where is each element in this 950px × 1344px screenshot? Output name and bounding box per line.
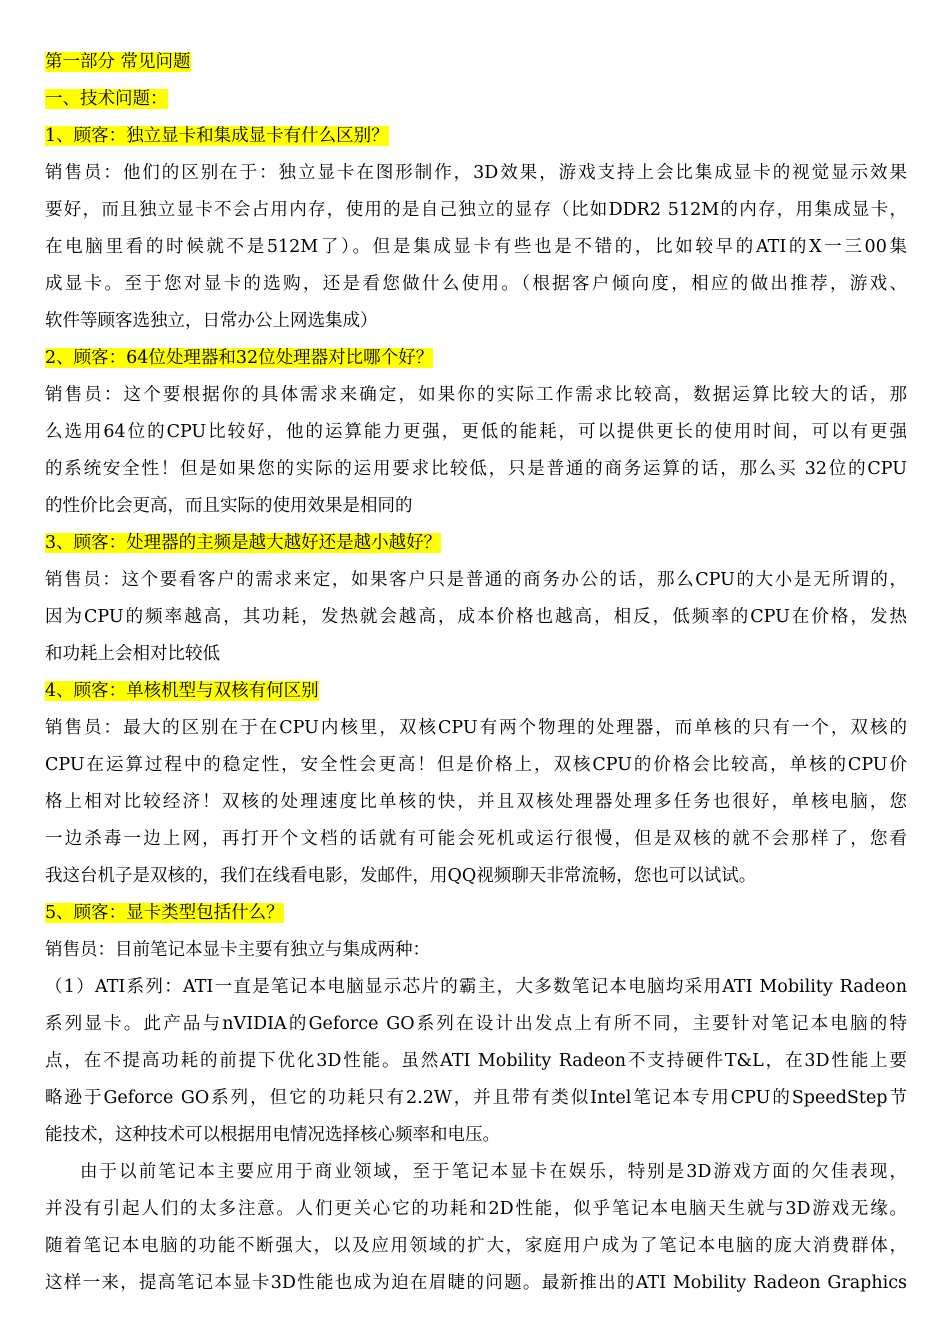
answer-4-line-5: 我这台机子是双核的，我们在线看电影，发邮件，用QQ视频聊天非常流畅，您也可以试试。: [45, 866, 757, 886]
part-title-line: [45, 44, 907, 81]
answer-5-line-6: 能技术，这种技术可以根据用电情况选择核心频率和电压。: [45, 1125, 500, 1145]
answer-1-line-3: 在电脑里看的时候就不是512M了）。但是集成显卡有些也是不错的，比如较早的ATI的X一三00集: [45, 237, 907, 257]
section-title: 一、技术问题：: [45, 89, 168, 109]
answer-3-line-2: 因为CPU的频率越高，其功耗，发热就会越高，成本价格也越高，相反，低频率的CPU在价格，发热: [45, 607, 907, 627]
question-1: 1、顾客：独立显卡和集成显卡有什么区别？: [45, 126, 389, 146]
question-3-line: [45, 525, 907, 562]
part-title: 第一部分 常见问题: [45, 52, 191, 72]
question-5: 5、顾客：显卡类型包括什么？: [45, 903, 284, 923]
answer-5-line-4: 点，在不提高功耗的前提下优化3D性能。虽然ATI Mobility Radeon不支持硬件T&L，在3D性能上要: [45, 1051, 907, 1071]
question-5-line: [45, 895, 907, 932]
question-4-line: [45, 673, 907, 710]
paragraph-line-2: 并没有引起人们的太多注意。人们更关心它的功耗和2D性能，似乎笔记本电脑天生就与3D游戏无缘。: [45, 1199, 907, 1219]
answer-1-line-4: 成显卡。至于您对显卡的选购，还是看您做什么使用。（根据客户倾向度，相应的做出推荐，游戏、: [45, 274, 907, 294]
document-page: [45, 44, 907, 1302]
answer-3-line-1: 销售员：这个要看客户的需求来定，如果客户只是普通的商务办公的话，那么CPU的大小是无所谓的，: [45, 570, 907, 590]
answer-5-line-2: （1）ATI系列：ATI一直是笔记本电脑显示芯片的霸主，大多数笔记本电脑均采用ATI Mobility Radeon: [45, 977, 907, 997]
answer-4-line-3: 格上相对比较经济！双核的处理速度比单核的快，并且双核处理器处理多任务也很好，单核电脑，您: [45, 792, 907, 812]
answer-5-line-5: 略逊于Geforce GO系列，但它的功耗只有2.2W，并且带有类似Intel笔记本专用CPU的SpeedStep节: [45, 1088, 907, 1108]
answer-1-line-5: 软件等顾客选独立，日常办公上网选集成）: [45, 311, 378, 331]
paragraph-line-3: 随着笔记本电脑的功能不断强大，以及应用领域的扩大，家庭用户成为了笔记本电脑的庞大消费群体，: [45, 1236, 907, 1256]
answer-2-line-4: 的性价比会更高，而且实际的使用效果是相同的: [45, 496, 413, 516]
answer-5-line-3: 系列显卡。此产品与nVIDIA的Geforce GO系列在设计出发点上有所不同，主要针对笔记本电脑的特: [45, 1014, 907, 1034]
answer-5-line-1: 销售员：目前笔记本显卡主要有独立与集成两种：: [45, 940, 430, 960]
question-4: 4、顾客：单核机型与双核有何区别: [45, 681, 319, 701]
answer-2-line-1: 销售员：这个要根据你的具体需求来确定，如果你的实际工作需求比较高，数据运算比较大的话，那: [45, 385, 907, 405]
answer-3-line-3: 和功耗上会相对比较低: [45, 644, 220, 664]
answer-4-line-1: 销售员：最大的区别在于在CPU内核里，双核CPU有两个物理的处理器，而单核的只有一个，双核的: [45, 718, 907, 738]
question-3: 3、顾客：处理器的主频是越大越好还是越小越好？: [45, 533, 442, 553]
question-2: 2、顾客：64位处理器和32位处理器对比哪个好？: [45, 348, 434, 368]
section-title-line: [45, 81, 907, 118]
paragraph-line-4: 这样一来，提高笔记本显卡3D性能也成为迫在眉睫的问题。最新推出的ATI Mobility Radeon Graphics: [45, 1273, 907, 1293]
paragraph-line-1: 由于以前笔记本主要应用于商业领域，至于笔记本显卡在娱乐，特别是3D游戏方面的欠佳表现，: [80, 1162, 907, 1182]
answer-2-line-2: 么选用64位的CPU比较好，他的运算能力更强，更低的能耗，可以提供更长的使用时间，可以有更强: [45, 422, 907, 442]
question-1-line: [45, 118, 907, 155]
answer-1-line-1: 销售员：他们的区别在于：独立显卡在图形制作，3D效果，游戏支持上会比集成显卡的视觉显示效果: [45, 163, 907, 183]
answer-2-line-3: 的系统安全性！但是如果您的实际的运用要求比较低，只是普通的商务运算的话，那么买 32位的CPU: [45, 459, 907, 479]
question-2-line: [45, 340, 907, 377]
answer-4-line-2: CPU在运算过程中的稳定性，安全性会更高！但是价格上，双核CPU的价格会比较高，单核的CPU价: [45, 755, 907, 775]
answer-1-line-2: 要好，而且独立显卡不会占用内存，使用的是自己独立的显存（比如DDR2 512M的内存，用集成显卡，: [45, 200, 907, 220]
answer-4-line-4: 一边杀毒一边上网，再打开个文档的话就有可能会死机或运行很慢，但是双核的就不会那样了，您看: [45, 829, 907, 849]
